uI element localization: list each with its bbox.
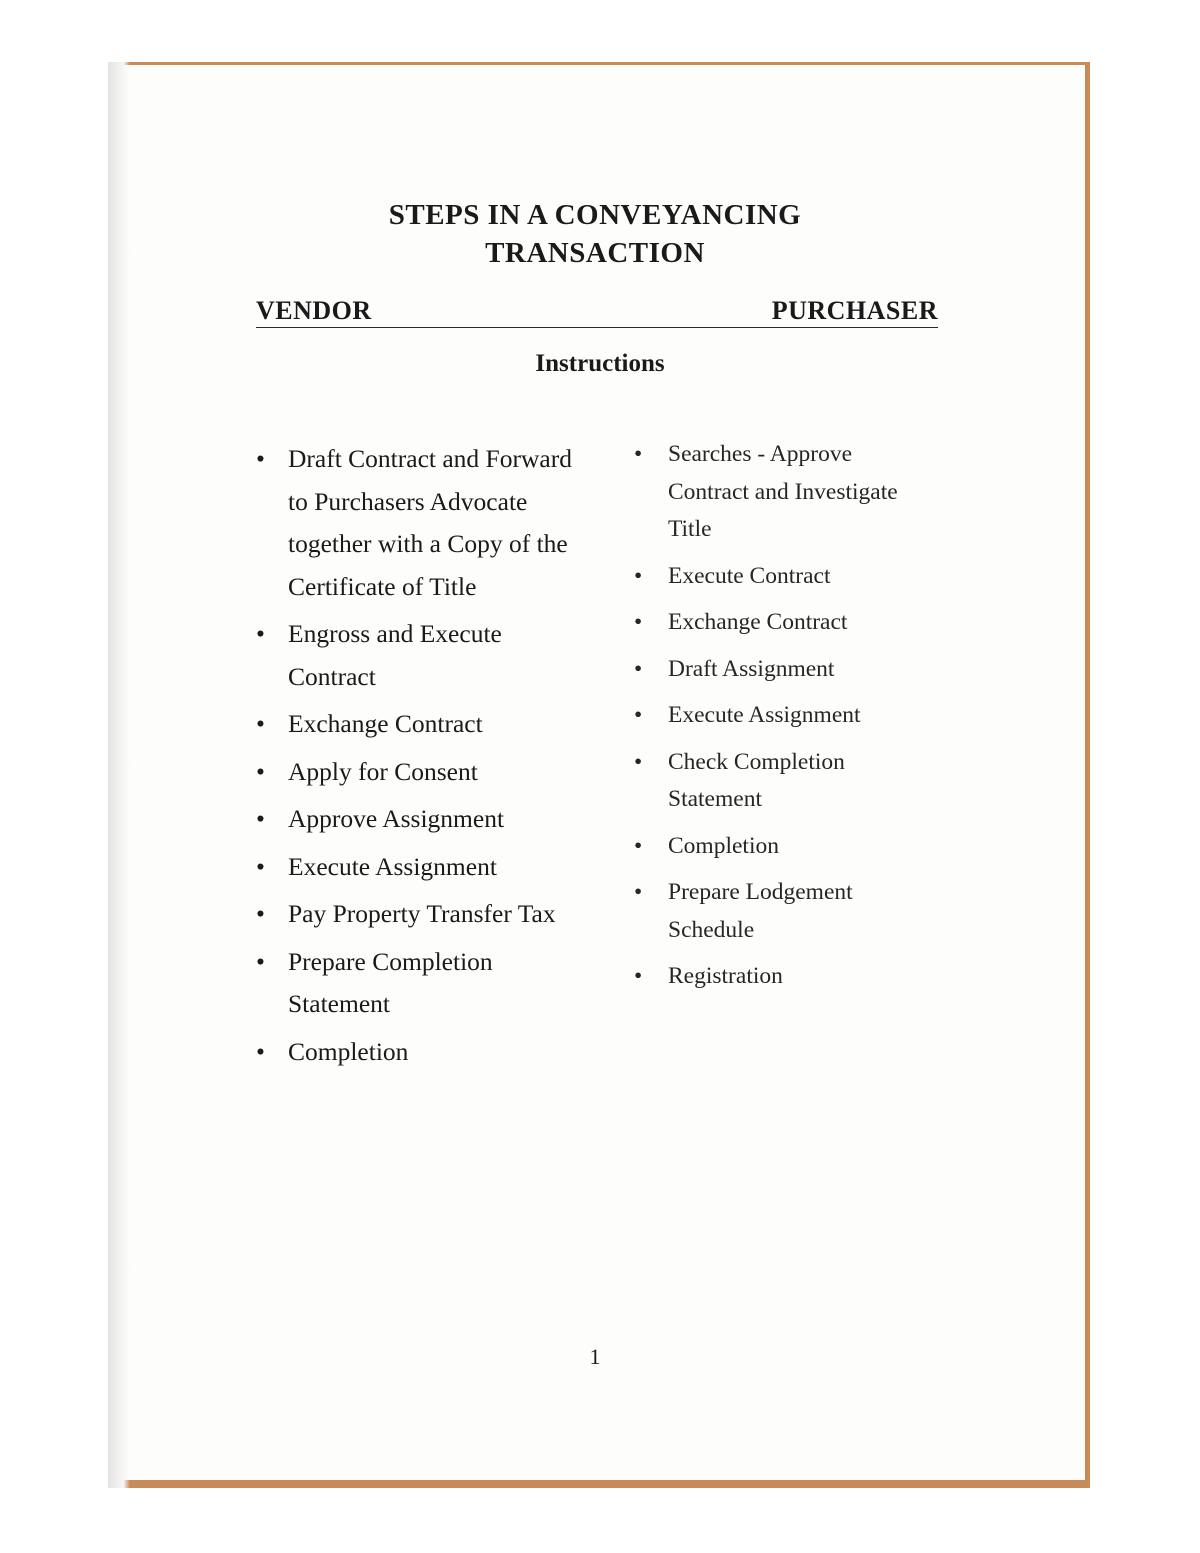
- vendor-step-text: Engross and Execute Contract: [288, 619, 502, 691]
- vendor-step-text: Completion: [288, 1036, 409, 1066]
- list-item: [634, 436, 914, 549]
- list-item: [634, 558, 914, 596]
- bullet-icon: •: [634, 609, 643, 635]
- vendor-step-text: Execute Assignment: [288, 851, 497, 881]
- purchaser-step-text: Draft Assignment: [668, 655, 835, 682]
- page-number: 1: [589, 1344, 601, 1369]
- list-item: [256, 893, 586, 936]
- purchaser-step-text: Execute Assignment: [668, 702, 861, 728]
- vendor-step-text: Approve Assignment: [288, 804, 505, 833]
- list-item: [634, 958, 914, 996]
- bullet-icon: •: [256, 946, 265, 976]
- list-item: [634, 874, 914, 949]
- bullet-icon: •: [256, 804, 265, 833]
- purchaser-step-text: Prepare Lodgement Schedule: [668, 879, 853, 943]
- title-line-1: STEPS IN A CONVEYANCING: [388, 199, 802, 231]
- list-item: [256, 941, 586, 1026]
- bullet-icon: •: [256, 899, 265, 928]
- list-item: [256, 846, 586, 889]
- bullet-icon: •: [634, 748, 643, 775]
- bullet-icon: •: [634, 832, 643, 859]
- vendor-step-text: Prepare Completion Statement: [288, 946, 493, 1018]
- purchaser-step-text: Completion: [668, 832, 779, 859]
- bullet-icon: •: [256, 851, 265, 881]
- vendor-column-header: VENDOR: [256, 296, 372, 325]
- purchaser-step-text: Execute Contract: [668, 562, 831, 589]
- vendor-step-text: Pay Property Transfer Tax: [288, 899, 556, 928]
- bullet-icon: •: [634, 702, 643, 728]
- list-item: [634, 744, 914, 819]
- bullet-icon: •: [634, 441, 643, 467]
- bullet-icon: •: [256, 1036, 265, 1066]
- vendor-steps-list: [256, 438, 586, 1078]
- bullet-icon: •: [256, 619, 265, 648]
- vendor-step-text: Exchange Contract: [288, 709, 483, 738]
- bullet-icon: •: [256, 709, 265, 738]
- bullet-icon: •: [634, 655, 643, 682]
- list-item: [256, 1031, 586, 1074]
- page-binding-shadow: [108, 62, 130, 1488]
- purchaser-step-text: Exchange Contract: [668, 609, 848, 635]
- header-underline: [256, 327, 938, 328]
- instructions-heading: Instructions: [535, 350, 665, 377]
- title-line-2: TRANSACTION: [485, 237, 705, 269]
- bullet-icon: •: [256, 756, 265, 786]
- list-item: [256, 613, 586, 698]
- list-item: [256, 798, 586, 841]
- purchaser-column-header: PURCHASER: [771, 296, 938, 325]
- purchaser-step-text: Searches - Approve Contract and Investigate Title: [668, 441, 898, 542]
- list-item: [634, 604, 914, 642]
- page-title: [300, 196, 890, 272]
- bullet-icon: •: [634, 879, 643, 905]
- bullet-icon: •: [634, 963, 643, 989]
- list-item: [634, 651, 914, 689]
- list-item: [256, 751, 586, 794]
- list-item: [634, 828, 914, 866]
- list-item: [256, 438, 586, 608]
- purchaser-step-text: Check Completion Statement: [668, 748, 845, 812]
- vendor-step-text: Apply for Consent: [288, 756, 478, 786]
- vendor-step-text: Draft Contract and Forward to Purchasers Advocate together with a Copy of the Certificate of Title: [288, 444, 572, 601]
- list-item: [256, 703, 586, 746]
- purchaser-steps-list: [634, 436, 914, 1005]
- purchaser-step-text: Registration: [668, 963, 783, 989]
- bullet-icon: •: [634, 562, 643, 589]
- bullet-icon: •: [256, 444, 265, 473]
- list-item: [634, 697, 914, 735]
